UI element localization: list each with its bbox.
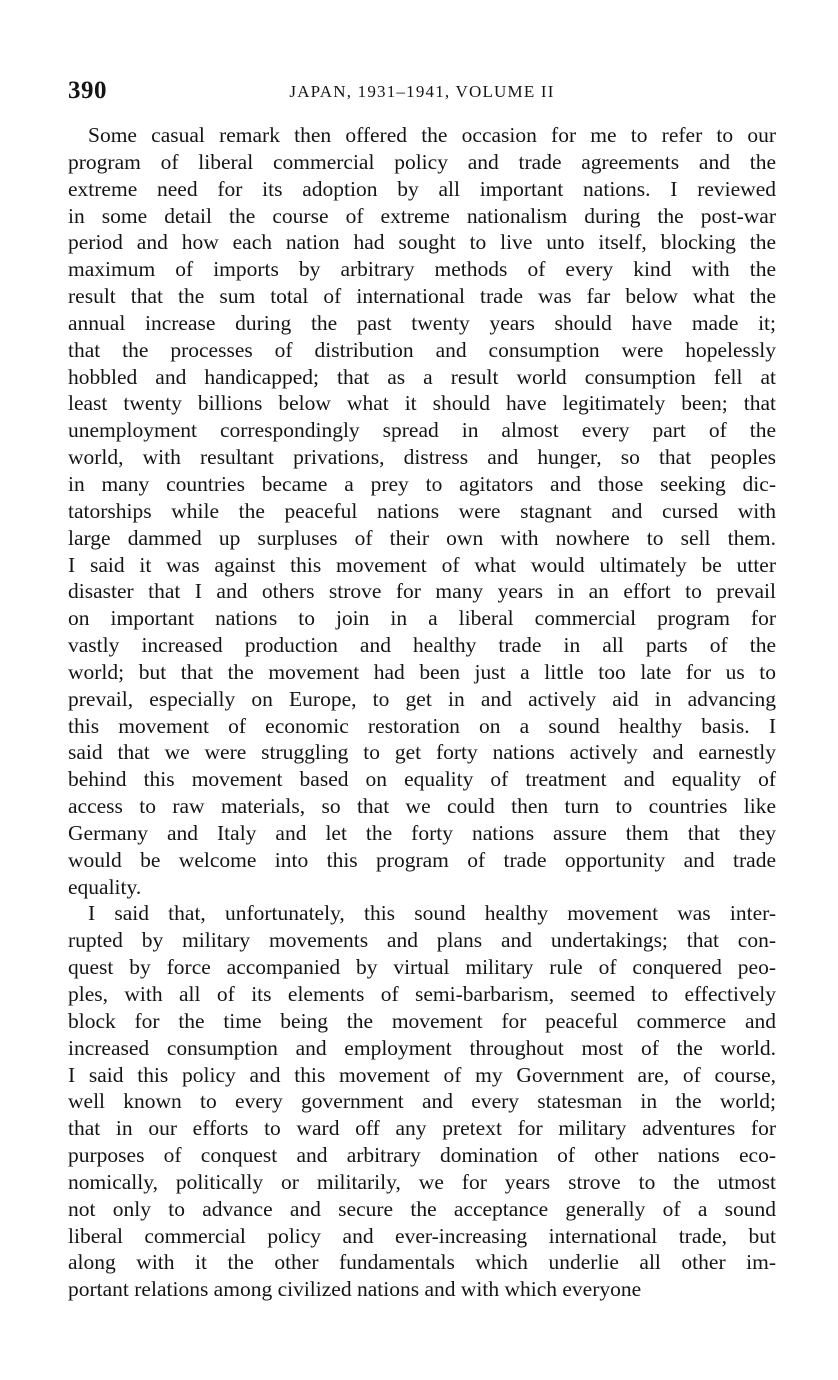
text-line: annual increase during the past twenty years should have made it; [68,310,776,335]
text-line: purposes of conquest and arbitrary domination of other nations eco- [68,1143,776,1168]
document-page [68,76,776,1303]
text-line: equality. [68,874,142,899]
text-line: ples, with all of its elements of semi-barbarism, seemed to effectively [68,982,776,1006]
text-line: prevail, especially on Europe, to get in and actively aid in advancing [68,686,776,711]
text-line: not only to advance and secure the acceptance generally of a sound [68,1196,776,1221]
text-line: would be welcome into this program of trade opportunity and trade [68,847,776,872]
text-line: liberal commercial policy and ever-increasing international trade, but [68,1223,776,1248]
text-line: increased consumption and employment throughout most of the world. [68,1035,776,1060]
text-line: behind this movement based on equality of treatment and equality of [68,767,776,792]
text-line: quest by force accompanied by virtual military rule of conquered peo- [68,955,776,980]
text-line: Germany and Italy and let the forty nations assure them that they [68,820,776,845]
running-head [68,76,776,106]
text-line: maximum of imports by arbitrary methods of every kind with the [68,257,776,282]
paragraph-2 [68,900,776,1303]
text-line: I said this policy and this movement of my Government are, of course, [68,1062,776,1087]
text-line: along with it the other fundamentals which underlie all other im- [68,1250,776,1275]
paragraph-1 [68,122,776,900]
body-text [68,122,776,1303]
text-line: period and how each nation had sought to live unto itself, blocking the [68,230,776,255]
text-line: hobbled and handicapped; that as a result world consumption fell at [68,364,776,389]
text-line: I said that, unfortunately, this sound healthy movement was inter- [88,901,776,926]
text-line: in many countries became a prey to agitators and those seeking dic- [68,471,776,496]
text-line: on important nations to join in a liberal commercial program for [68,606,776,631]
text-line: least twenty billions below what it should have legitimately been; that [68,391,776,416]
text-line: disaster that I and others strove for many years in an effort to prevail [68,579,776,604]
running-title: JAPAN, 1931–1941, VOLUME II [289,82,555,101]
text-line: result that the sum total of international trade was far below what the [68,284,776,309]
text-line: said that we were struggling to get forty nations actively and earnestly [68,740,776,765]
page-number: 390 [68,77,107,104]
text-line: this movement of economic restoration on a sound healthy basis. I [68,713,776,738]
text-line: access to raw materials, so that we could then turn to countries like [68,794,776,819]
text-line: vastly increased production and healthy trade in all parts of the [68,633,776,658]
text-line: world, with resultant privations, distress and hunger, so that peoples [68,445,776,470]
text-line: that in our efforts to ward off any pretext for military adventures for [68,1116,776,1141]
text-line: that the processes of distribution and consumption were hopelessly [68,337,776,362]
text-line: unemployment correspondingly spread in almost every part of the [68,418,776,443]
text-line: program of liberal commercial policy and trade agreements and the [68,149,776,174]
text-line: rupted by military movements and plans and undertakings; that con- [68,928,776,953]
text-line: in some detail the course of extreme nationalism during the post-war [68,203,776,228]
text-line: I said it was against this movement of what would ultimately be utter [68,552,776,577]
text-line: world; but that the movement had been just a little too late for us to [68,659,776,684]
text-line: portant relations among civilized nations and with which everyone [68,1277,642,1302]
text-line: block for the time being the movement for peaceful commerce and [68,1008,776,1033]
text-line: well known to every government and every statesman in the world; [68,1089,776,1114]
text-line: Some casual remark then offered the occasion for me to refer to our [88,123,776,147]
text-line: large dammed up surpluses of their own with nowhere to sell them. [68,525,776,550]
text-line: extreme need for its adoption by all important nations. I reviewed [68,176,776,201]
text-line: tatorships while the peaceful nations were stagnant and cursed with [68,498,776,523]
text-line: nomically, politically or militarily, we for years strove to the utmost [68,1169,776,1194]
